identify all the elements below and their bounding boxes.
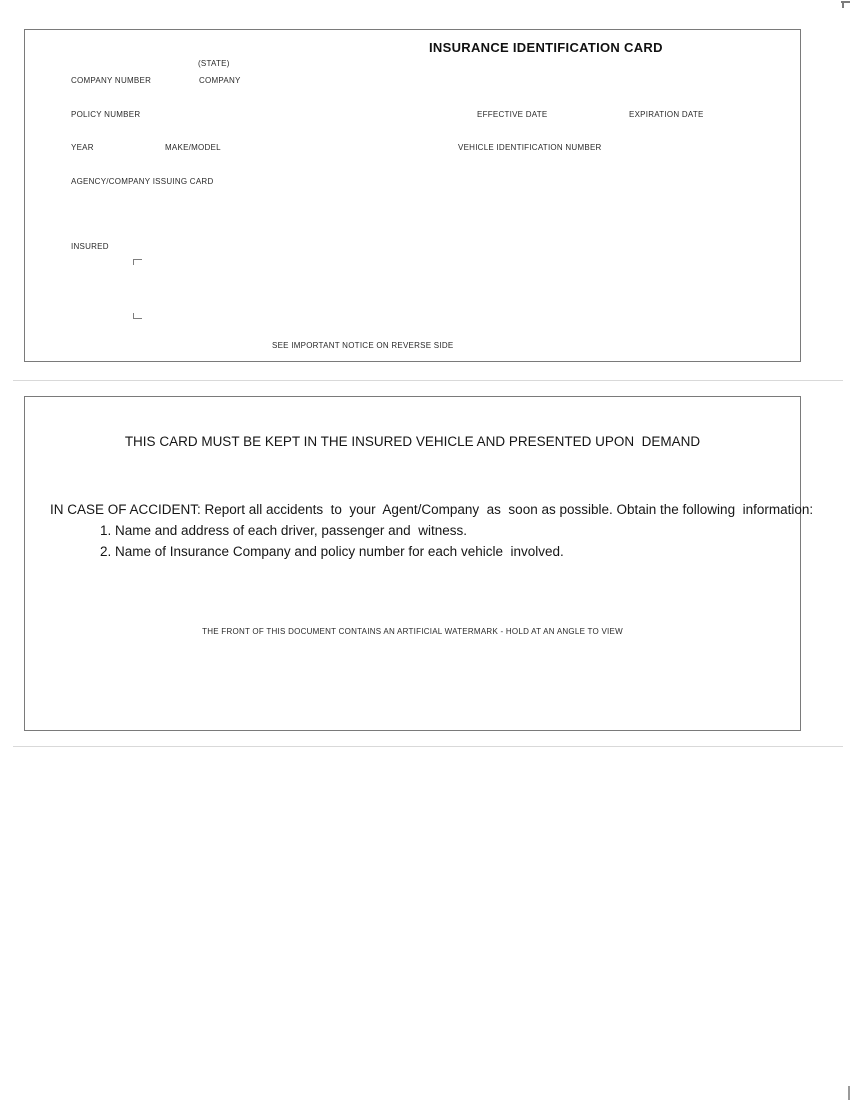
- cut-line-bottom: [13, 746, 843, 747]
- cut-line-top: [13, 380, 843, 381]
- front-card-title: INSURANCE IDENTIFICATION CARD: [429, 40, 663, 55]
- vehicle-identification-number-label: VEHICLE IDENTIFICATION NUMBER: [458, 143, 602, 152]
- accident-instructions-intro: IN CASE OF ACCIDENT: Report all accidents to your Agent/Company as soon as possible. Obtain the following information:: [50, 502, 814, 517]
- crop-mark-bottom-right-icon: [848, 1086, 850, 1100]
- company-number-label: COMPANY NUMBER: [71, 76, 152, 85]
- address-window-corner-top-icon: [133, 259, 142, 265]
- year-label: YEAR: [71, 143, 94, 152]
- back-card-heading: THIS CARD MUST BE KEPT IN THE INSURED VEHICLE AND PRESENTED UPON DEMAND: [124, 434, 701, 449]
- effective-date-label: EFFECTIVE DATE: [477, 110, 548, 119]
- watermark-notice: THE FRONT OF THIS DOCUMENT CONTAINS AN ARTIFICIAL WATERMARK - HOLD AT AN ANGLE TO VIEW: [202, 627, 623, 636]
- policy-number-label: POLICY NUMBER: [71, 110, 141, 119]
- crop-mark-top-right-icon: [842, 1, 844, 8]
- company-label: COMPANY: [199, 76, 241, 85]
- reverse-side-notice: SEE IMPORTANT NOTICE ON REVERSE SIDE: [272, 341, 454, 350]
- expiration-date-label: EXPIRATION DATE: [629, 110, 704, 119]
- agency-issuing-card-label: AGENCY/COMPANY ISSUING CARD: [71, 177, 214, 186]
- accident-instruction-item: 1. Name and address of each driver, passenger and witness.: [100, 523, 467, 538]
- address-window-corner-bottom-icon: [133, 313, 142, 319]
- accident-instruction-item: 2. Name of Insurance Company and policy number for each vehicle involved.: [100, 544, 564, 559]
- make-model-label: MAKE/MODEL: [165, 143, 221, 152]
- state-label: (STATE): [198, 59, 230, 68]
- insured-label: INSURED: [71, 242, 109, 251]
